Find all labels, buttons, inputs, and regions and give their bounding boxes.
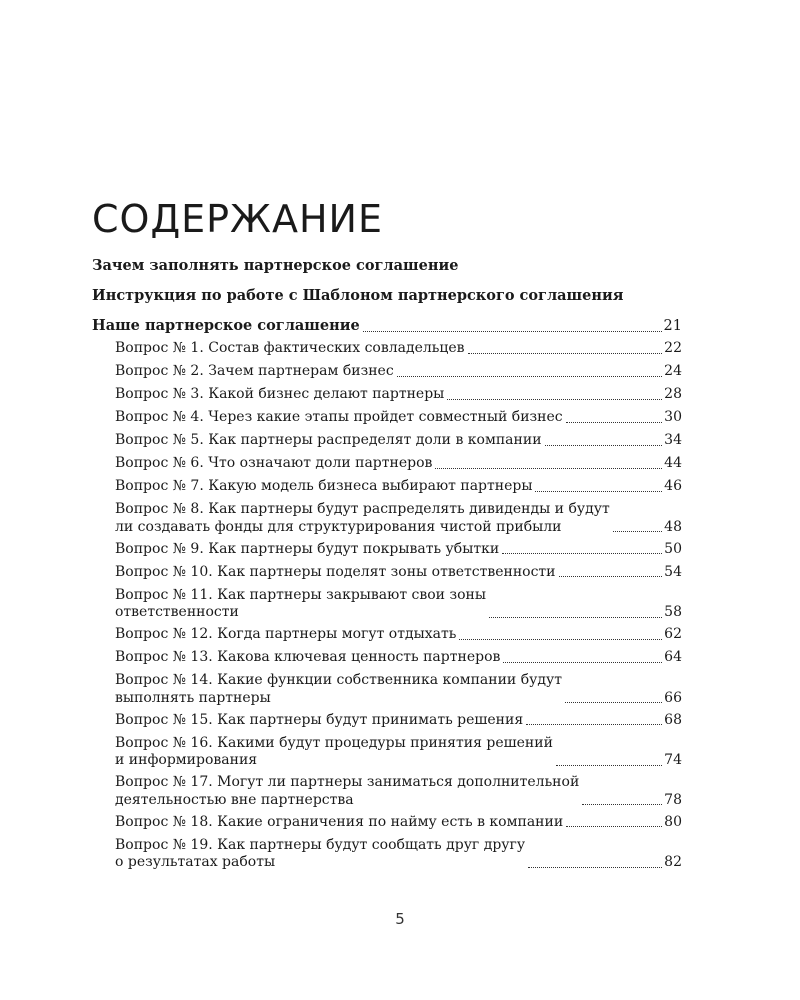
toc-entry-page: 30 bbox=[664, 409, 682, 425]
toc-entry-page: 74 bbox=[664, 752, 682, 768]
toc-entry[interactable] bbox=[92, 712, 682, 730]
toc-leader-dots bbox=[566, 422, 663, 423]
toc-entry-page: 24 bbox=[664, 363, 682, 379]
toc-entry-page: 58 bbox=[664, 604, 682, 620]
toc-entry-page: 34 bbox=[664, 432, 682, 448]
toc-leader-dots bbox=[559, 576, 663, 577]
toc-leader-dots bbox=[503, 662, 662, 663]
toc-entry[interactable] bbox=[92, 409, 682, 427]
toc-entry-page: 68 bbox=[664, 711, 682, 728]
toc-leader-dots bbox=[526, 724, 662, 725]
toc-entry-page: 48 bbox=[664, 518, 682, 535]
toc-entry-label: Вопрос № 4. Через какие этапы пройдет совместный бизнес bbox=[115, 409, 563, 425]
toc-main-entry[interactable] bbox=[92, 316, 682, 336]
toc-entry[interactable] bbox=[92, 649, 682, 667]
toc-entry-page: 80 bbox=[664, 813, 682, 830]
toc-leader-dots bbox=[613, 531, 662, 532]
toc-entry-label: Вопрос № 5. Как партнеры распределят доли в компании bbox=[115, 432, 542, 448]
toc-entry-label: Вопрос № 18. Какие ограничения по найму есть в компании bbox=[115, 813, 564, 830]
toc-entry-label: Наше партнерское соглашение bbox=[92, 317, 360, 334]
page-title: СОДЕРЖАНИЕ bbox=[92, 197, 383, 241]
toc-leader-dots bbox=[502, 553, 662, 554]
page-number: 5 bbox=[395, 910, 405, 928]
toc-entry-page: 50 bbox=[664, 540, 682, 557]
table-of-contents bbox=[92, 256, 682, 876]
toc-entry-label: Вопрос № 6. Что означают доли партнеров bbox=[115, 455, 433, 471]
toc-entry-page: 22 bbox=[664, 340, 682, 356]
toc-leader-dots bbox=[556, 765, 662, 766]
toc-entry-list bbox=[92, 340, 682, 872]
toc-entry-page: 21 bbox=[663, 318, 682, 334]
toc-entry[interactable] bbox=[92, 478, 682, 496]
toc-entry[interactable] bbox=[92, 626, 682, 644]
toc-leader-dots bbox=[363, 331, 662, 332]
toc-section-heading[interactable]: Инструкция по работе с Шаблоном партнерского соглашения bbox=[92, 287, 624, 304]
toc-entry-label: Вопрос № 12. Когда партнеры могут отдыхать bbox=[115, 626, 457, 642]
toc-leader-dots bbox=[535, 491, 662, 492]
toc-leader-dots bbox=[435, 468, 662, 469]
toc-entry[interactable] bbox=[92, 386, 682, 404]
toc-leader-dots bbox=[566, 826, 662, 827]
toc-entry[interactable] bbox=[92, 774, 682, 809]
toc-entry[interactable] bbox=[92, 564, 682, 582]
toc-section-heading[interactable]: Зачем заполнять партнерское соглашение bbox=[92, 257, 459, 274]
toc-leader-dots bbox=[545, 445, 663, 446]
toc-entry-label: Вопрос № 10. Как партнеры поделят зоны ответственности bbox=[115, 563, 556, 580]
toc-entry[interactable] bbox=[92, 363, 682, 381]
toc-leader-dots bbox=[468, 353, 663, 354]
toc-leader-dots bbox=[582, 804, 662, 805]
toc-entry-label: Вопрос № 17. Могут ли партнеры заниматься дополнительной деятельностью вне партнерства bbox=[115, 774, 580, 808]
toc-entry-label: Вопрос № 8. Как партнеры будут распределять дивиденды и будут ли создавать фонды для структурирования чистой прибыли bbox=[115, 501, 610, 535]
toc-entry-label: Вопрос № 19. Как партнеры будут сообщать друг другу о результатах работы bbox=[115, 836, 526, 870]
toc-entry-label: Вопрос № 13. Какова ключевая ценность партнеров bbox=[115, 649, 501, 665]
toc-entry[interactable] bbox=[92, 672, 682, 707]
toc-leader-dots bbox=[447, 399, 662, 400]
toc-entry[interactable] bbox=[92, 814, 682, 832]
toc-leader-dots bbox=[489, 617, 662, 618]
toc-entry[interactable] bbox=[92, 340, 682, 358]
toc-entry[interactable] bbox=[92, 432, 682, 450]
toc-entry-label: Вопрос № 16. Какими будут процедуры принятия решений и информирования bbox=[115, 734, 553, 768]
toc-entry[interactable] bbox=[92, 735, 682, 770]
toc-entry-label: Вопрос № 11. Как партнеры закрывают свои зоны ответственности bbox=[115, 586, 486, 620]
toc-entry-page: 46 bbox=[664, 478, 682, 494]
toc-entry-page: 44 bbox=[664, 455, 682, 471]
toc-entry[interactable] bbox=[92, 587, 682, 622]
toc-entry-page: 62 bbox=[664, 626, 682, 642]
toc-entry-label: Вопрос № 7. Какую модель бизнеса выбирают партнеры bbox=[115, 478, 533, 494]
toc-entry-label: Вопрос № 2. Зачем партнерам бизнес bbox=[115, 363, 394, 379]
toc-leader-dots bbox=[459, 639, 662, 640]
toc-entry[interactable] bbox=[92, 501, 682, 536]
toc-entry[interactable] bbox=[92, 837, 682, 872]
toc-entry-label: Вопрос № 9. Как партнеры будут покрывать убытки bbox=[115, 540, 500, 557]
toc-entry-label: Вопрос № 15. Как партнеры будут принимать решения bbox=[115, 711, 524, 728]
toc-leader-dots bbox=[528, 867, 662, 868]
toc-entry-label: Вопрос № 1. Состав фактических совладельцев bbox=[115, 340, 465, 356]
toc-entry-page: 28 bbox=[664, 386, 682, 402]
toc-leader-dots bbox=[565, 702, 662, 703]
toc-entry-page: 78 bbox=[664, 791, 682, 808]
toc-entry-page: 54 bbox=[664, 563, 682, 580]
toc-entry[interactable] bbox=[92, 541, 682, 559]
toc-leader-dots bbox=[397, 376, 662, 377]
toc-entry-label: Вопрос № 14. Какие функции собственника компании будут выполнять партнеры bbox=[115, 672, 562, 706]
toc-entry-label: Вопрос № 3. Какой бизнес делают партнеры bbox=[115, 386, 445, 402]
toc-entry[interactable] bbox=[92, 455, 682, 473]
toc-entry-page: 64 bbox=[664, 649, 682, 665]
toc-entry-page: 66 bbox=[664, 689, 682, 706]
toc-entry-page: 82 bbox=[664, 854, 682, 870]
